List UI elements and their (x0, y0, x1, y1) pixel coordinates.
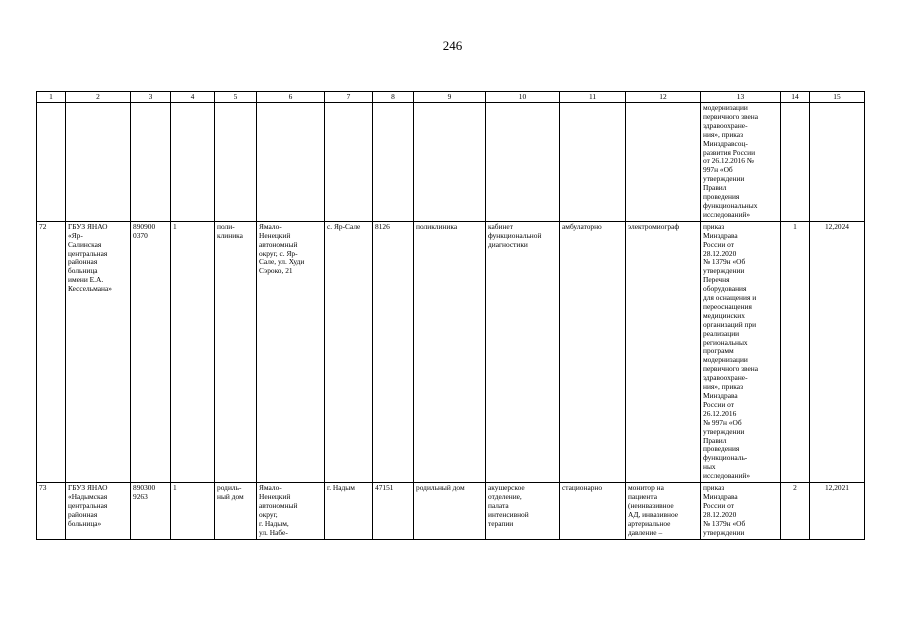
column-number: 5 (215, 92, 257, 103)
column-number: 9 (414, 92, 486, 103)
column-number: 12 (626, 92, 701, 103)
cell-institution: ГБУЗ ЯНАО «Надымская центральная районная больница» (66, 483, 131, 539)
cell-settlement: г. Надым (325, 483, 373, 539)
column-number: 7 (325, 92, 373, 103)
cell-address: Ямало- Ненецкий автономный округ, г. Надым, ул. Набе- (257, 483, 325, 539)
cell-code: 890300 9263 (131, 483, 171, 539)
cell-care-mode: амбулаторно (560, 221, 626, 482)
column-number: 14 (781, 92, 810, 103)
column-number: 6 (257, 92, 325, 103)
equipment-table (36, 91, 865, 540)
cell-quantity (781, 103, 810, 222)
cell-settlement (325, 103, 373, 222)
cell-quantity: 1 (781, 221, 810, 482)
column-number: 4 (171, 92, 215, 103)
cell-code: 890900 0370 (131, 221, 171, 482)
table-row (37, 483, 865, 539)
column-number: 2 (66, 92, 131, 103)
cell-count: 1 (171, 221, 215, 482)
cell-unit-type: поли- клиника (215, 221, 257, 482)
column-number: 8 (373, 92, 414, 103)
cell-deadline: 12,2024 (810, 221, 865, 482)
cell-facility: поликлиника (414, 221, 486, 482)
cell-address: Ямало- Ненецкий автономный округ, с. Яр- Сале, ул. Худи Сэроко, 21 (257, 221, 325, 482)
cell-department: акушерское отделение, палата интенсивной терапии (486, 483, 560, 539)
cell-code (131, 103, 171, 222)
cell-count (171, 103, 215, 222)
table-row-continuation (37, 103, 865, 222)
cell-facility: родильный дом (414, 483, 486, 539)
column-number: 1 (37, 92, 66, 103)
cell-facility (414, 103, 486, 222)
column-number-row (37, 92, 865, 103)
column-number: 10 (486, 92, 560, 103)
column-number: 3 (131, 92, 171, 103)
cell-unit-type (215, 103, 257, 222)
cell-population: 8126 (373, 221, 414, 482)
cell-regulation: приказ Минздрава России от 28.12.2020 № 1379н «Об утверждении (701, 483, 781, 539)
cell-equipment (626, 103, 701, 222)
cell-count: 1 (171, 483, 215, 539)
column-number: 15 (810, 92, 865, 103)
cell-index (37, 103, 66, 222)
cell-deadline (810, 103, 865, 222)
cell-department (486, 103, 560, 222)
cell-unit-type: родиль- ный дом (215, 483, 257, 539)
cell-care-mode: стационарно (560, 483, 626, 539)
cell-index: 73 (37, 483, 66, 539)
page-number: 246 (442, 38, 463, 53)
cell-deadline: 12,2021 (810, 483, 865, 539)
column-number: 11 (560, 92, 626, 103)
cell-equipment: монитор на пациента (неинвазивное АД, инвазивное артериальное давление – (626, 483, 701, 539)
cell-settlement: с. Яр-Сале (325, 221, 373, 482)
cell-population: 47151 (373, 483, 414, 539)
cell-institution: ГБУЗ ЯНАО «Яр- Салинская центральная районная больница имени Е.А. Кессельмана» (66, 221, 131, 482)
cell-equipment: электромиограф (626, 221, 701, 482)
cell-quantity: 2 (781, 483, 810, 539)
cell-regulation: приказ Минздрава России от 28.12.2020 № 1379н «Об утверждении Перечня оборудования для оснащения и переоснащения медицинских организаций при реализации региональных программ модернизации первичного звена здравоохране- ния», приказ Минздрава России от 26.12.2016 № 997н «Об утверждении Правил проведения функциональ- ных исследований» (701, 221, 781, 482)
cell-department: кабинет функциональной диагностики (486, 221, 560, 482)
table-row (37, 221, 865, 482)
cell-population (373, 103, 414, 222)
cell-index: 72 (37, 221, 66, 482)
cell-institution (66, 103, 131, 222)
column-number: 13 (701, 92, 781, 103)
cell-regulation: модернизации первичного звена здравоохране- ния», приказ Минздравсоц- развития России от 26.12.2016 № 997н «Об утверждении Правил проведения функциональных исследований» (701, 103, 781, 222)
cell-address (257, 103, 325, 222)
cell-care-mode (560, 103, 626, 222)
